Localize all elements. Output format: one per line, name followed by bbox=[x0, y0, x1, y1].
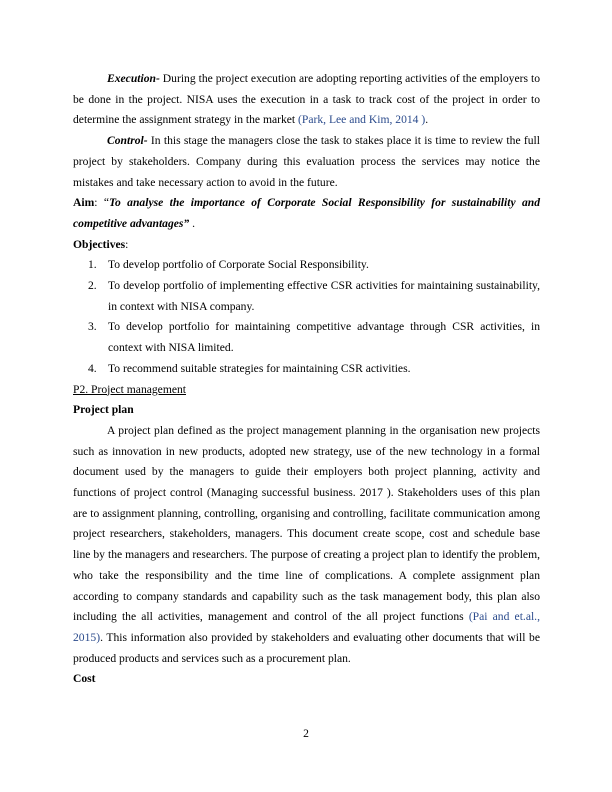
aim-label: Aim bbox=[73, 196, 95, 210]
aim-paragraph bbox=[73, 193, 540, 234]
objectives-label: Objectives bbox=[73, 237, 126, 251]
list-item-text: To develop portfolio of Corporate Social Responsibility. bbox=[108, 258, 369, 272]
execution-citation: (Park, Lee and Kim, 2014 ) bbox=[298, 113, 426, 127]
list-item-number: 3. bbox=[88, 320, 97, 334]
project-plan-citation: (Pai and et.al., 2015) bbox=[73, 610, 540, 644]
list-item-number: 4. bbox=[88, 361, 97, 375]
project-plan-heading: Project plan bbox=[73, 403, 134, 417]
control-paragraph bbox=[73, 131, 540, 193]
list-item bbox=[73, 359, 540, 380]
list-item-text: To develop portfolio of implementing effective CSR activities for maintaining sustainability, in context with NISA company. bbox=[108, 279, 540, 313]
list-item bbox=[73, 276, 540, 317]
cost-heading: Cost bbox=[73, 672, 96, 686]
list-item-text: To recommend suitable strategies for maintaining CSR activities. bbox=[108, 361, 411, 375]
aim-end: . bbox=[189, 216, 196, 230]
project-plan-paragraph bbox=[73, 421, 540, 669]
page-content bbox=[73, 69, 540, 690]
objectives-list bbox=[73, 255, 540, 379]
aim-text: To analyse the importance of Corporate Social Responsibility for sustainability and competitive advantages” bbox=[73, 196, 540, 230]
control-text: In this stage the managers close the task to stakes place it is time to review the full project by stakeholders. Company during this evaluation process the services may notice the mistakes and take necessary action to avoid in the future. bbox=[73, 134, 540, 189]
execution-text: During the project execution are adopting reporting activities of the employers to be done in the project. NISA uses the execution in a task to track cost of the project in order to determine the assignment strategy in the market bbox=[73, 72, 540, 127]
execution-label: Execution- bbox=[107, 72, 160, 85]
list-item-number: 2. bbox=[88, 279, 97, 293]
page-number: 2 bbox=[303, 727, 309, 740]
list-item bbox=[73, 255, 540, 276]
list-item-number: 1. bbox=[88, 258, 97, 272]
execution-end: . bbox=[425, 113, 429, 127]
objectives-separator: : bbox=[125, 237, 129, 251]
section-title: P2. Project management bbox=[73, 382, 187, 396]
execution-paragraph bbox=[73, 69, 540, 131]
project-plan-text-end: . This information also provided by stakeholders and evaluating other documents that will be produced products and services such as a procurement plan. bbox=[73, 630, 540, 665]
aim-separator: : “ bbox=[94, 196, 109, 210]
objectives-heading bbox=[73, 235, 540, 256]
control-label: Control- bbox=[107, 134, 148, 148]
project-plan-text: A project plan defined as the project management planning in the organisation new projects such as innovation in new products, adopted new strategy, use of the new technology in a formal document used by the managers to guide their employers both project planning, activity and functions of project control (Managing successful business. 2017 ). Stakeholders uses of this plan are to assignment planning, controlling, organising and controlling, facilitate communication among project researchers, stakeholders, managers. This document create scope, cost and schedule base line by the managers and researchers. The purpose of creating a project plan to identify the problem, who take the responsibility and the time line of complications. A complete assignment plan according to company standards and capability such as the task management body, this plan also including the all activities, management and control of the all project functions bbox=[73, 423, 540, 624]
list-item bbox=[73, 317, 540, 358]
list-item-text: To develop portfolio for maintaining competitive advantage through CSR activities, in context with NISA limited. bbox=[108, 320, 540, 355]
